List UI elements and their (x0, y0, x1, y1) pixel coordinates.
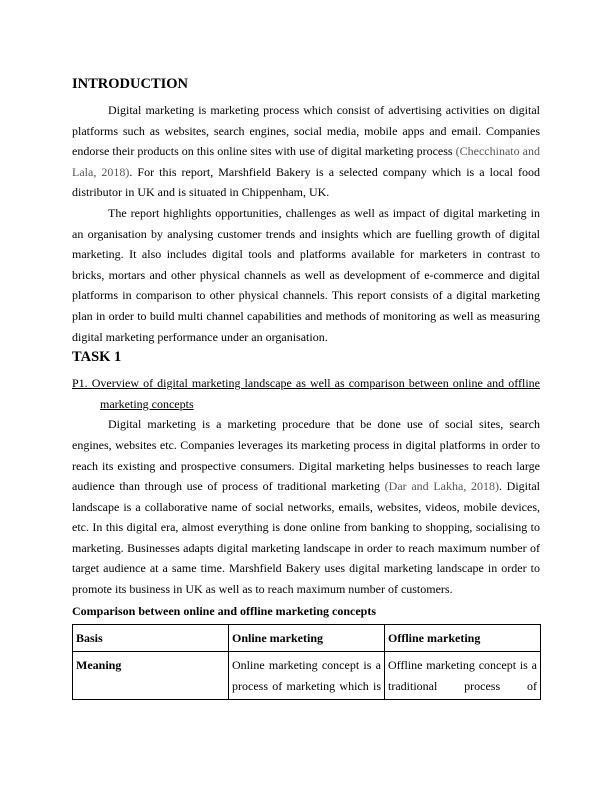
cell-online-meaning: Online marketing concept is a process of marketing which is (229, 652, 385, 700)
citation-checchinato: (Checchinato and Lala, 2018) (72, 144, 540, 179)
intro-p1-text-a: Digital marketing is marketing process which consist of advertising activities on digital platforms such as websites, search engines, social media, mobile apps and email. Companies endorse their products on this online sites with use of digital marketing process (72, 103, 540, 159)
comparison-table (72, 624, 541, 701)
cell-meaning: Meaning (73, 652, 229, 700)
intro-paragraph-2: The report highlights opportunities, challenges as well as impact of digital marketing in an organisation by analysing customer trends and insights which are fuelling growth of digital marketing. It also includes digital tools and platforms available for marketers in contrast to bricks, mortars and other physical channels as well as development of e-commerce and digital platforms in comparison to other physical channels. This report consists of a digital marketing plan in order to build multi channel capabilities and methods of monitoring as well as measuring digital marketing performance under an organisation. (72, 205, 540, 344)
document-page (72, 74, 540, 700)
task1-paragraph (72, 414, 540, 599)
citation-dar-lakha: (Dar and Lakha, 2018) (384, 479, 499, 494)
header-online: Online marketing (229, 624, 385, 652)
p1-subheading: P1. Overview of digital marketing landscape as well as comparison between online and offline marketing concepts (72, 376, 540, 411)
intro-paragraph-1 (72, 100, 540, 203)
table-row (73, 652, 541, 700)
table-header-row (73, 624, 541, 652)
header-basis: Basis (73, 624, 229, 652)
task1-p-text-b: . Digital landscape is a collaborative name of social networks, emails, websites, videos, mobile devices, etc. In this digital era, almost everything is done online from banking to shopping, socialising to marketing. Businesses adapts digital marketing landscape in order to reach maximum number of target audience at a same time. Marshfield Bakery uses digital marketing landscape in order to promote its business in UK as well as to reach maximum number of customers. (72, 479, 541, 597)
introduction-heading: INTRODUCTION (72, 76, 189, 92)
header-offline: Offline marketing (385, 624, 541, 652)
cell-offline-meaning: Offline marketing concept is a traditional process of (385, 652, 541, 700)
task-1-heading: TASK 1 (72, 349, 122, 366)
task1-p-text-a: Digital marketing is a marketing procedure that be done use of social sites, search engines, websites etc. Companies leverages its marketing process in digital platforms in order to reach its existing and prospective consumers. Digital marketing helps businesses to reach large audience than through use of process of traditional marketing (72, 417, 540, 494)
comparison-table-title: Comparison between online and offline marketing concepts (72, 603, 376, 618)
intro-p1-text-b: . For this report, Marshfield Bakery is a selected company which is a local food distributor in UK and is situated in Chippenham, UK. (72, 164, 541, 200)
